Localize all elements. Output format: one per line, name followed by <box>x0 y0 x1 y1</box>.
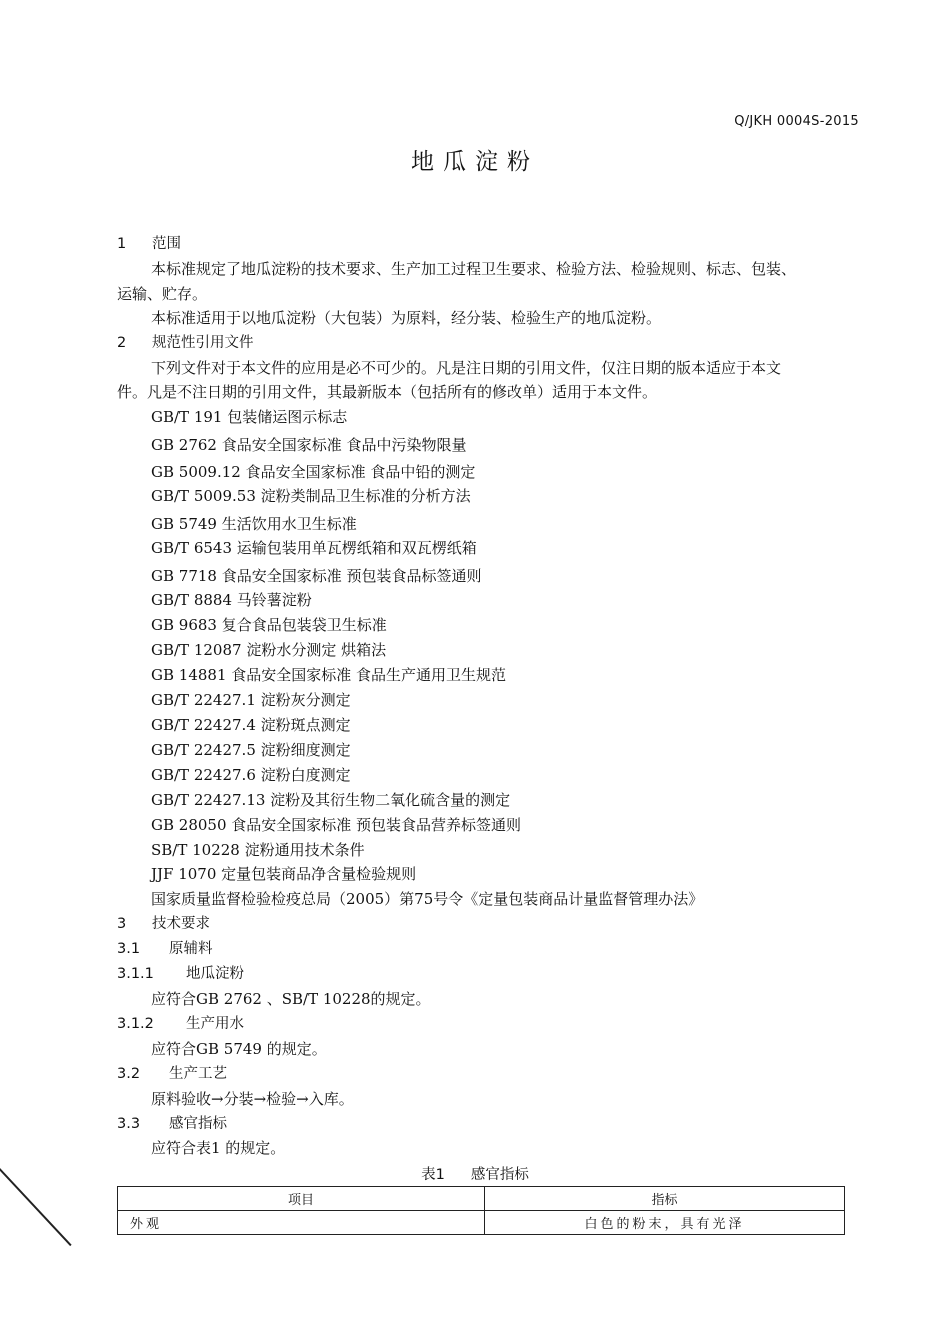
reference-item: GB 5749 生活饮用水卫生标准 <box>151 515 357 533</box>
paragraph: 应符合GB 2762 、SB/T 10228的规定。 <box>151 990 431 1008</box>
section-3-1-heading <box>117 938 213 960</box>
section-3-3-heading <box>117 1113 227 1135</box>
reference-item: GB 28050 食品安全国家标准 预包装食品营养标签通则 <box>151 816 522 834</box>
document-title: 地瓜淀粉 <box>411 149 539 175</box>
reference-item: GB/T 22427.4 淀粉斑点测定 <box>151 716 351 734</box>
reference-item: JJF 1070 定量包装商品净含量检验规则 <box>151 865 417 883</box>
reference-item: GB/T 22427.1 淀粉灰分测定 <box>151 691 351 709</box>
paragraph: 本标准适用于以地瓜淀粉（大包装）为原料，经分装、检验生产的地瓜淀粉。 <box>151 309 662 327</box>
section-number: 3.3 <box>117 1116 141 1132</box>
reference-item: GB 5009.12 食品安全国家标准 食品中铅的测定 <box>151 463 476 481</box>
section-title: 技术要求 <box>152 916 210 932</box>
column-header: 项目 <box>118 1187 485 1211</box>
section-number: 2 <box>117 335 127 351</box>
reference-item: GB 7718 食品安全国家标准 预包装食品标签通则 <box>151 567 482 585</box>
section-number: 3.1.2 <box>117 1016 154 1032</box>
table-cell: 外观 <box>118 1211 485 1235</box>
section-title: 感官指标 <box>169 1116 227 1132</box>
paragraph: 运输、贮存。 <box>117 285 208 303</box>
reference-item: GB/T 22427.6 淀粉白度测定 <box>151 766 351 784</box>
sensory-table <box>117 1186 845 1235</box>
section-number: 3.1.1 <box>117 966 154 982</box>
paragraph: 应符合表1 的规定。 <box>151 1139 286 1157</box>
table-caption <box>0 1163 950 1184</box>
reference-item: GB 9683 复合食品包装袋卫生标准 <box>151 616 387 634</box>
reference-item: GB/T 5009.53 淀粉类制品卫生标准的分析方法 <box>151 487 471 505</box>
table-cell: 白色的粉末，具有光泽 <box>485 1211 845 1235</box>
section-3-heading <box>117 913 210 935</box>
reference-item: SB/T 10228 淀粉通用技术条件 <box>151 841 365 859</box>
section-title: 规范性引用文件 <box>152 335 254 351</box>
paragraph: 件。凡是不注日期的引用文件，其最新版本（包括所有的修改单）适用于本文件。 <box>117 383 658 401</box>
section-title: 生产用水 <box>186 1016 244 1032</box>
reference-item: GB/T 8884 马铃薯淀粉 <box>151 591 312 609</box>
table-row <box>118 1211 845 1235</box>
section-1-heading <box>117 233 181 255</box>
reference-item: GB/T 12087 淀粉水分测定 烘箱法 <box>151 641 387 659</box>
section-title: 地瓜淀粉 <box>186 966 244 982</box>
section-title: 生产工艺 <box>169 1066 227 1082</box>
section-3-1-2-heading <box>117 1013 244 1035</box>
reference-item: GB/T 191 包装储运图示标志 <box>151 408 348 426</box>
section-number: 3 <box>117 916 127 932</box>
table-title: 感官指标 <box>470 1167 529 1183</box>
table-header-row <box>118 1187 845 1211</box>
column-header: 指标 <box>485 1187 845 1211</box>
section-number: 3.1 <box>117 941 141 957</box>
section-3-2-heading <box>117 1063 227 1085</box>
paragraph: 应符合GB 5749 的规定。 <box>151 1040 327 1058</box>
reference-item: GB 14881 食品安全国家标准 食品生产通用卫生规范 <box>151 666 507 684</box>
section-title: 范围 <box>152 236 181 252</box>
standard-code: Q/JKH 0004S-2015 <box>734 114 859 129</box>
section-3-1-1-heading <box>117 963 244 985</box>
reference-item: 国家质量监督检验检疫总局（2005）第75号令《定量包装商品计量监督管理办法》 <box>151 890 704 908</box>
paragraph: 原料验收→分装→检验→入库。 <box>151 1090 354 1108</box>
reference-item: GB 2762 食品安全国家标准 食品中污染物限量 <box>151 436 467 454</box>
table-number: 表1 <box>421 1167 445 1183</box>
paragraph: 下列文件对于本文件的应用是必不可少的。凡是注日期的引用文件，仅注日期的版本适应于本文 <box>151 359 782 377</box>
section-2-heading <box>117 332 254 354</box>
section-number: 1 <box>117 236 127 252</box>
reference-item: GB/T 22427.13 淀粉及其衍生物二氧化硫含量的测定 <box>151 791 511 809</box>
section-title: 原辅料 <box>169 941 213 957</box>
reference-item: GB/T 22427.5 淀粉细度测定 <box>151 741 351 759</box>
reference-item: GB/T 6543 运输包装用单瓦楞纸箱和双瓦楞纸箱 <box>151 539 477 557</box>
section-number: 3.2 <box>117 1066 141 1082</box>
paragraph: 本标准规定了地瓜淀粉的技术要求、生产加工过程卫生要求、检验方法、检验规则、标志、包装、 <box>151 260 797 278</box>
